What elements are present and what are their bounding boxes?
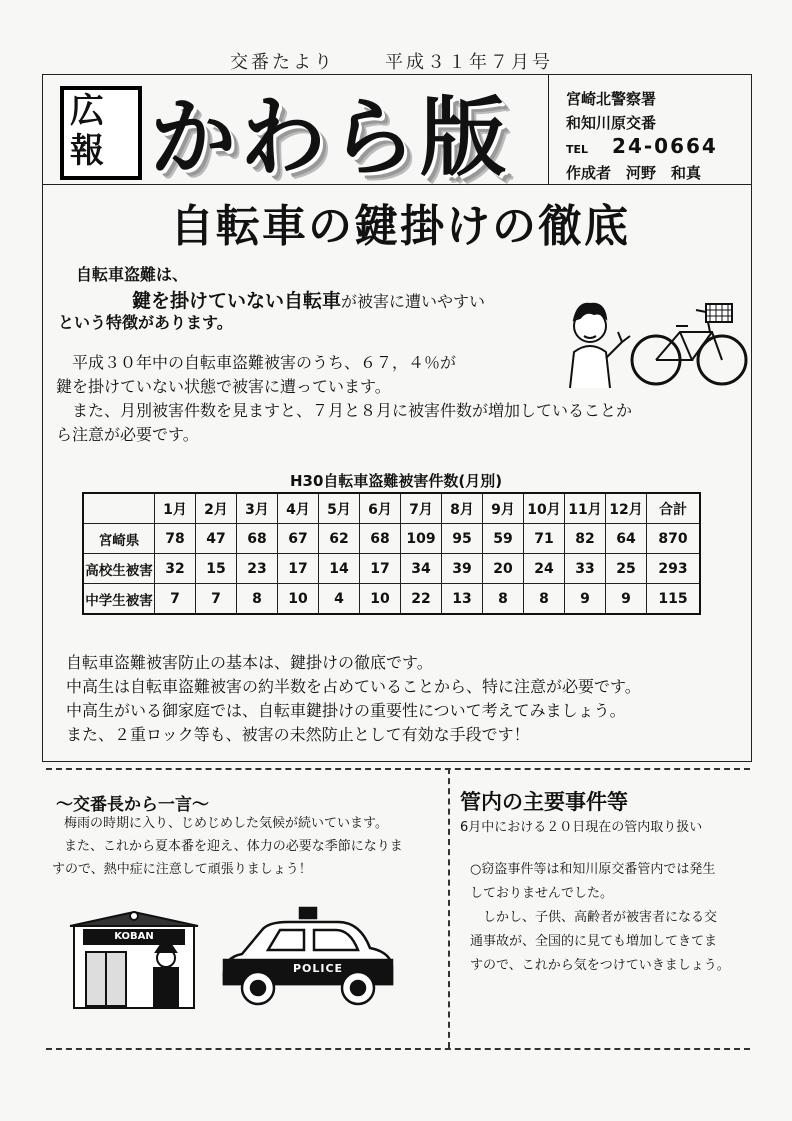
table-cell: 32 <box>155 554 196 584</box>
table-cell: 71 <box>524 524 565 554</box>
table-cell: 25 <box>606 554 647 584</box>
table-cell: 33 <box>565 554 606 584</box>
body-line: 平成３０年中の自転車盗難被害のうち、６７，４％が <box>56 353 457 372</box>
table-header-cell: 9月 <box>483 493 524 524</box>
author: 作成者 河野 和真 <box>566 164 702 182</box>
body-line: 鍵を掛けていない状態で被害に遭っています。 <box>56 377 391 396</box>
table-cell: 9 <box>565 584 606 615</box>
table-cell: 82 <box>565 524 606 554</box>
table-cell: 17 <box>360 554 401 584</box>
table-cell: 20 <box>483 554 524 584</box>
table-header-cell: 12月 <box>606 493 647 524</box>
left-box-line: 梅雨の時期に入り、じめじめした気候が続いています。 <box>64 816 388 831</box>
table-cell: 23 <box>237 554 278 584</box>
left-box-title: ～交番長から一言～ <box>56 795 209 815</box>
tel-number: 24-0664 <box>612 134 718 158</box>
table-row-label: 中学生被害 <box>83 584 155 615</box>
table-header-row <box>83 493 700 524</box>
table-header-cell: 5月 <box>319 493 360 524</box>
column-divider <box>448 768 450 1048</box>
body-line: 中高生がいる御家庭では、自転車鍵掛けの重要性について考えてみましょう。 <box>66 701 626 720</box>
table-header-cell: 合計 <box>647 493 701 524</box>
table-header-cell: 8月 <box>442 493 483 524</box>
koho-top-char: 広 <box>70 91 104 131</box>
table-cell: 34 <box>401 554 442 584</box>
table-cell: 4 <box>319 584 360 615</box>
lead-line-1: 自転車盗難は、 <box>76 265 189 284</box>
koban-name: 和知川原交番 <box>566 114 657 132</box>
table-cell: 68 <box>360 524 401 554</box>
table-cell: 7 <box>155 584 196 615</box>
table-cell: 24 <box>524 554 565 584</box>
koho-bottom-char: 報 <box>70 131 104 171</box>
masthead-title: かわら版 <box>150 87 510 188</box>
series-name: 交番たより <box>230 52 335 73</box>
info-divider <box>548 74 549 184</box>
right-box-line: しておりませんでした。 <box>470 886 614 901</box>
table-cell: 9 <box>606 584 647 615</box>
table-cell: 15 <box>196 554 237 584</box>
police-car-illustration <box>218 904 398 1008</box>
table-cell: 10 <box>278 584 319 615</box>
table-cell: 870 <box>647 524 701 554</box>
body-line: また、月別被害件数を見ますと、７月と８月に被害件数が増加していることか <box>56 401 633 420</box>
body-line: また、２重ロック等も、被害の未然防止として有効な手段です！ <box>66 725 530 744</box>
lead-line-2-rest: が被害に遭いやすい <box>341 292 486 311</box>
tel-label: TEL <box>566 143 589 156</box>
table-cell: 68 <box>237 524 278 554</box>
table-header-cell: 11月 <box>565 493 606 524</box>
phone-line <box>566 134 718 158</box>
left-box-line: すので、熱中症に注意して頑張りましょう！ <box>52 862 312 877</box>
right-box-line: しかし、子供、高齢者が被害者になる交 <box>470 910 718 925</box>
table-cell: 10 <box>360 584 401 615</box>
table-cell: 115 <box>647 584 701 615</box>
table-cell: 47 <box>196 524 237 554</box>
table-row <box>83 554 700 584</box>
table-cell: 8 <box>524 584 565 615</box>
table-corner <box>83 493 155 524</box>
article-title: 自転車の鍵掛けの徹底 <box>170 201 630 252</box>
table-cell: 8 <box>483 584 524 615</box>
right-box-line: 通事故が、全国的に見ても増加してきてま <box>470 934 718 949</box>
bottom-divider <box>46 1048 750 1050</box>
koban-illustration <box>64 898 204 1010</box>
table-header-cell: 1月 <box>155 493 196 524</box>
koban-sign: KOBAN <box>114 931 154 942</box>
table-cell: 8 <box>237 584 278 615</box>
right-box-line: すので、これから気をつけていきましょう。 <box>470 958 730 973</box>
table-cell: 78 <box>155 524 196 554</box>
police-sign: POLICE <box>292 962 344 975</box>
table-cell: 62 <box>319 524 360 554</box>
body-line: 自転車盗難被害防止の基本は、鍵掛けの徹底です。 <box>66 653 433 672</box>
bicycle-illustration <box>560 292 750 392</box>
table-header-cell: 7月 <box>401 493 442 524</box>
right-box-line: ○窃盗事件等は和知川原交番管内では発生 <box>470 862 716 877</box>
table-header-cell: 10月 <box>524 493 565 524</box>
table-cell: 14 <box>319 554 360 584</box>
left-box-line: また、これから夏本番を迎え、体力の必要な季節になりま <box>64 839 403 854</box>
table-row <box>83 524 700 554</box>
table-header-cell: 6月 <box>360 493 401 524</box>
lead-line-3: という特徴があります。 <box>58 313 233 332</box>
lead-line-2 <box>132 286 485 313</box>
right-box-title: 管内の主要事件等 <box>460 790 628 814</box>
police-station: 宮崎北警察署 <box>566 90 657 108</box>
table-row-label: 高校生被害 <box>83 554 155 584</box>
table-title: H30自転車盗難被害件数(月別) <box>290 472 503 490</box>
table-cell: 293 <box>647 554 701 584</box>
table-cell: 39 <box>442 554 483 584</box>
table-cell: 13 <box>442 584 483 615</box>
table-header-cell: 2月 <box>196 493 237 524</box>
table-cell: 7 <box>196 584 237 615</box>
theft-stats-table <box>82 492 701 615</box>
koho-stamp <box>60 86 142 180</box>
table-row-label: 宮崎県 <box>83 524 155 554</box>
table-header-cell: 3月 <box>237 493 278 524</box>
table-row <box>83 584 700 615</box>
table-cell: 22 <box>401 584 442 615</box>
issue-date: 平成３１年７月号 <box>385 52 553 73</box>
body-line: 中高生は自転車盗難被害の約半数を占めていることから、特に注意が必要です。 <box>66 677 641 696</box>
table-cell: 59 <box>483 524 524 554</box>
body-line: ら注意が必要です。 <box>56 425 199 444</box>
table-cell: 17 <box>278 554 319 584</box>
table-cell: 67 <box>278 524 319 554</box>
table-cell: 64 <box>606 524 647 554</box>
lead-emphasis: 鍵を掛けていない自転車 <box>132 290 342 312</box>
table-cell: 109 <box>401 524 442 554</box>
right-box-subtitle: 6月中における２０日現在の管内取り扱い <box>460 820 703 835</box>
section-divider <box>46 768 750 770</box>
table-header-cell: 4月 <box>278 493 319 524</box>
table-cell: 95 <box>442 524 483 554</box>
